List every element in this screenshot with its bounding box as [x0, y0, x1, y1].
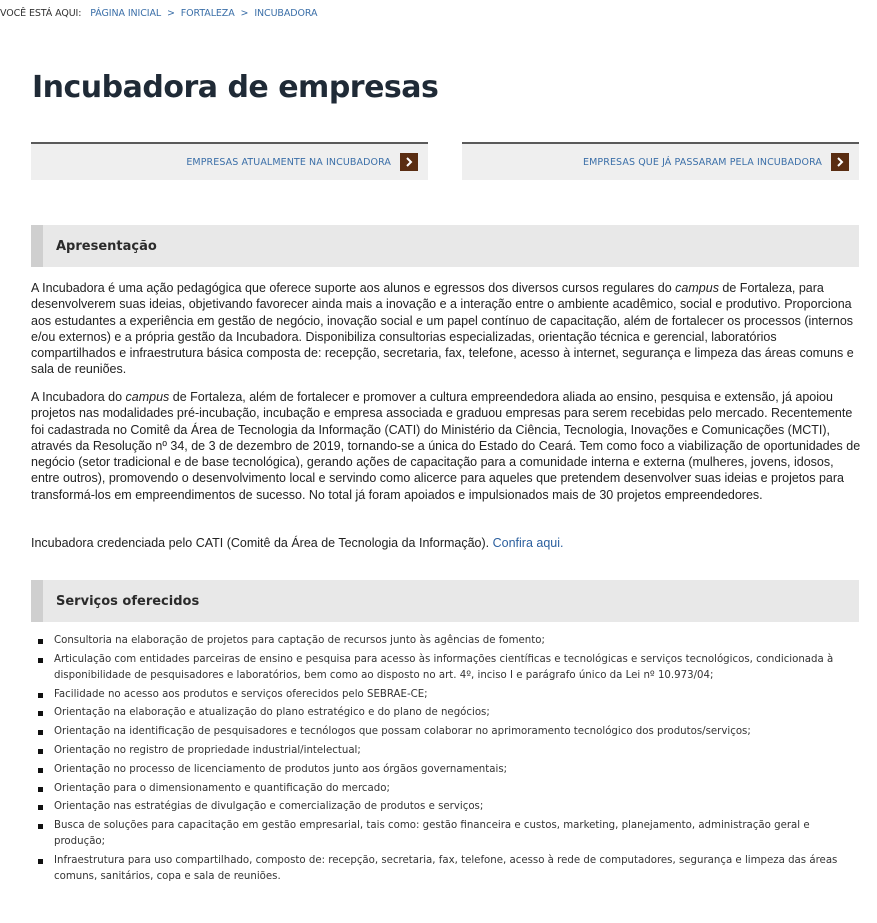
chevron-right-icon: [400, 153, 418, 171]
breadcrumb-incubadora-link[interactable]: INCUBADORA: [254, 8, 318, 19]
page-title: Incubadora de empresas: [32, 70, 439, 105]
list-item: Orientação no processo de licenciamento de produtos junto aos órgãos governamentais;: [31, 762, 861, 778]
list-item: Orientação na elaboração e atualização do plano estratégico e do plano de negócios;: [31, 705, 861, 721]
list-item: Orientação na identificação de pesquisadores e tecnólogos que possam colaborar no aprimoramento tecnológico dos produtos/serviços;: [31, 724, 861, 740]
breadcrumb: [0, 8, 317, 19]
breadcrumb-separator: >: [240, 8, 249, 19]
list-item: Orientação para o dimensionamento e quantificação do mercado;: [31, 781, 861, 797]
list-item: Orientação no registro de propriedade industrial/intelectual;: [31, 743, 861, 759]
current-companies-label: EMPRESAS ATUALMENTE NA INCUBADORA: [186, 156, 391, 168]
cati-text: Incubadora credenciada pelo CATI (Comitê da Área de Tecnologia da Informação).: [31, 536, 493, 550]
list-item: Consultoria na elaboração de projetos para captação de recursos junto às agências de fomento;: [31, 633, 861, 649]
intro-paragraph: [31, 280, 861, 378]
chevron-right-icon: [831, 153, 849, 171]
list-item: Infraestrutura para uso compartilhado, composto de: recepção, secretaria, fax, telefone, acesso à rede de computadores, segurança e limpeza das áreas comuns, sanitários, copa e sala de reuniões.: [31, 853, 861, 885]
section-heading-text: Serviços oferecidos: [56, 593, 200, 609]
section-apresentacao-heading: [31, 225, 859, 267]
breadcrumb-lead: VOCÊ ESTÁ AQUI:: [0, 8, 82, 19]
list-item: Busca de soluções para capacitação em gestão empresarial, tais como: gestão financeira e custos, marketing, planejamento, administração geral e produção;: [31, 818, 861, 850]
breadcrumb-separator: >: [166, 8, 175, 19]
section-servicos-heading: [31, 580, 859, 622]
services-list: [31, 633, 861, 888]
history-text-a: A Incubadora do: [31, 390, 126, 404]
former-companies-label: EMPRESAS QUE JÁ PASSARAM PELA INCUBADORA: [583, 156, 822, 168]
breadcrumb-home-link[interactable]: PÁGINA INICIAL: [90, 8, 162, 19]
former-companies-button[interactable]: [462, 142, 859, 180]
breadcrumb-fortaleza-link[interactable]: FORTALEZA: [180, 8, 235, 19]
intro-text-b: de Fortaleza, para desenvolverem suas ideias, objetivando favorecer ainda mais a inovação e a interação entre o ambiente acadêmico, social e produtivo. Proporciona aos estudantes a experiência em gestão de negócio, inovação social e um papel contínuo de capacitação, além de fortalecer os processos (internos e/ou externos) e a própria gestão da Incubadora. Disponibiliza consultorias especializadas, orientação técnica e gerencial, laboratórios compartilhados e infraestrutura básica composta de: recepção, secretaria, fax, telefone, acesso à internet, segurança e limpeza das áreas comuns e sala de reuniões.: [31, 281, 854, 377]
cati-paragraph: [31, 535, 861, 551]
history-paragraph: [31, 389, 861, 503]
history-text-b: de Fortaleza, além de fortalecer e promover a cultura empreendedora aliada ao ensino, pesquisa e extensão, já apoiou projetos nas modalidades pré-incubação, incubação e empresa associada e graduou empresas para serem recebidas pelo mercado. Recentemente foi cadastrada no Comitê da Área de Tecnologia da Informação (CATI) do Ministério da Ciência, Tecnologia, Inovações e Comunicações (MCTI), através da Resolução nº 34, de 3 de dezembro de 2019, tornando-se a única do Estado do Ceará. Tem como foco a viabilização de oportunidades de negócio (setor tradicional e de base tecnológica), gerando ações de capacitação para a comunidade interna e externa (mulheres, jovens, idosos, entre outros), promovendo o desenvolvimento local e servindo como alicerce para aqueles que pretendem desenvolver suas ideias e projetos para transformá-los em empreendimentos de sucesso. No total já foram apoiados e impulsionados mais de 30 projetos empreendedores.: [31, 390, 861, 502]
history-campus-em: campus: [125, 390, 170, 404]
intro-campus-em: campus: [675, 281, 719, 295]
list-item: Facilidade no acesso aos produtos e serviços oferecidos pelo SEBRAE-CE;: [31, 687, 861, 703]
list-item: Orientação nas estratégias de divulgação e comercialização de produtos e serviços;: [31, 799, 861, 815]
current-companies-button[interactable]: [31, 142, 428, 180]
section-heading-text: Apresentação: [56, 238, 157, 254]
confira-aqui-link[interactable]: Confira aqui.: [492, 536, 564, 550]
list-item: Articulação com entidades parceiras de ensino e pesquisa para acesso às informações científicas e tecnológicas e serviços tecnológicos, condicionada à disponibilidade de pesquisadores e laboratórios, bem como ao disposto no art. 4º, inciso I e parágrafo único da Lei nº 10.973/04;: [31, 652, 861, 684]
intro-text-a: A Incubadora é uma ação pedagógica que oferece suporte aos alunos e egressos dos diversos cursos regulares do: [31, 281, 676, 295]
